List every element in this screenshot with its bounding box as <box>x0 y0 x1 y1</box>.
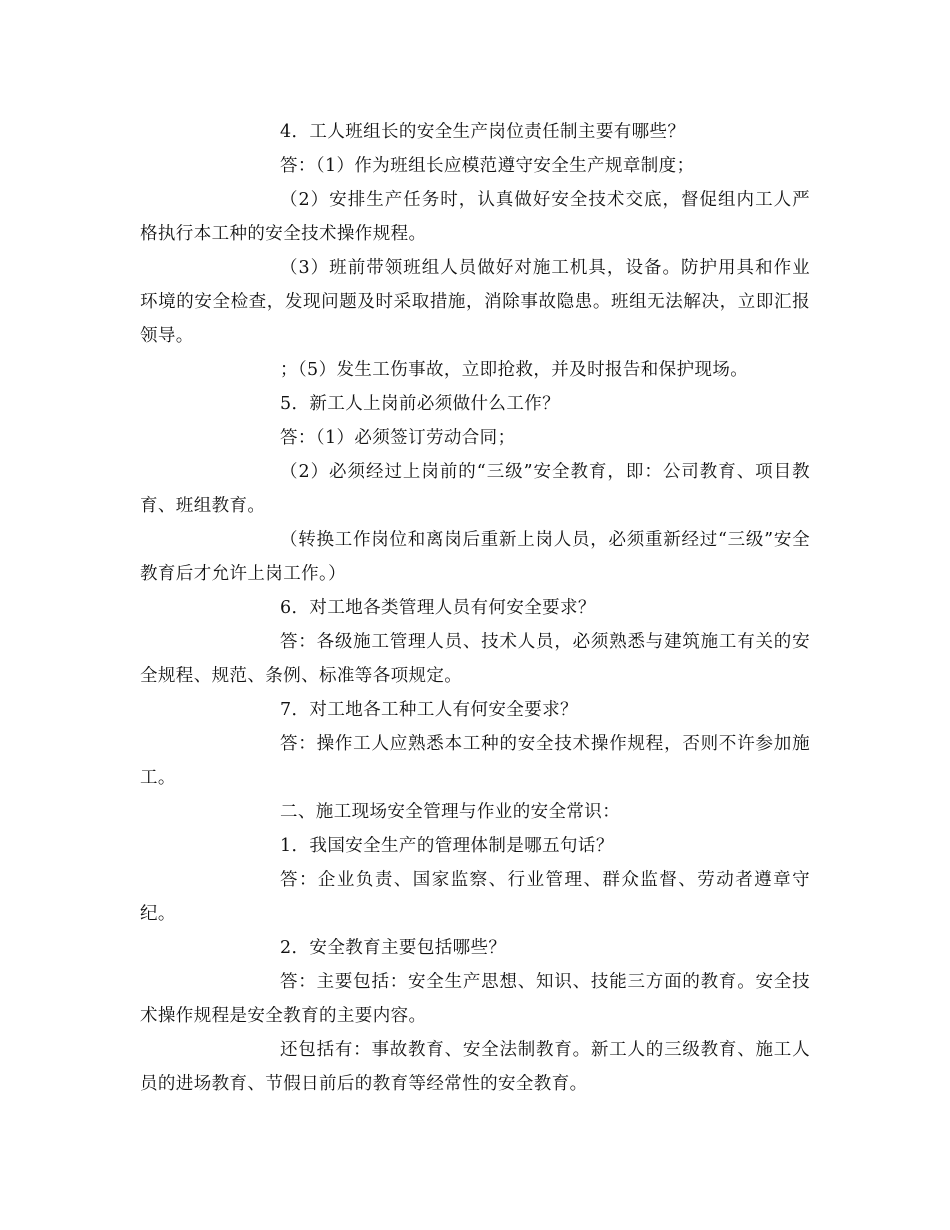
section-2-answer-2-extra: 还包括有：事故教育、安全法制教育。新工人的三级教育、施工人员的进场教育、节假日前后的教育等经常性的安全教育。 <box>140 1040 810 1094</box>
section-2-answer-1: 答：企业负责、国家监察、行业管理、群众监督、劳动者遵章守纪。 <box>140 870 810 924</box>
answer-4-item-2: （2）安排生产任务时，认真做好安全技术交底，督促组内工人严格执行本工种的安全技术操作规程。 <box>140 190 810 244</box>
answer-4-item-5: ；（5）发生工伤事故，立即抢救，并及时报告和保护现场。 <box>280 360 749 380</box>
question-6-heading: 6．对工地各类管理人员有何安全要求？ <box>280 598 596 618</box>
answer-5-item-2: （2）必须经过上岗前的“三级”安全教育，即：公司教育、项目教育、班组教育。 <box>140 462 810 516</box>
answer-7: 答：操作工人应熟悉本工种的安全技术操作规程，否则不许参加施工。 <box>140 734 810 788</box>
section-2-question-2: 2．安全教育主要包括哪些？ <box>280 938 507 958</box>
question-7-heading: 7．对工地各工种工人有何安全要求？ <box>280 700 578 720</box>
document-body <box>140 115 810 1101</box>
section-2-answer-2: 答：主要包括：安全生产思想、知识、技能三方面的教育。安全技术操作规程是安全教育的主要内容。 <box>140 972 810 1026</box>
question-5-heading: 5．新工人上岗前必须做什么工作？ <box>280 394 561 414</box>
answer-4-item-1: 答：（1）作为班组长应模范遵守安全生产规章制度； <box>280 156 695 176</box>
answer-5-note: （转换工作岗位和离岗后重新上岗人员，必须重新经过“三级”安全教育后才允许上岗工作。） <box>140 530 810 584</box>
answer-5-item-1: 答：（1）必须签订劳动合同； <box>280 428 516 448</box>
question-4-heading: 4．工人班组长的安全生产岗位责任制主要有哪些？ <box>280 122 686 142</box>
answer-6: 答：各级施工管理人员、技术人员，必须熟悉与建筑施工有关的安全规程、规范、条例、标准等各项规定。 <box>140 632 810 686</box>
answer-4-item-3: （3）班前带领班组人员做好对施工机具，设备。防护用具和作业环境的安全检查，发现问题及时采取措施，消除事故隐患。班组无法解决，立即汇报领导。 <box>140 258 810 346</box>
section-2-heading: 二、施工现场安全管理与作业的安全常识： <box>280 802 621 822</box>
section-2-question-1: 1．我国安全生产的管理体制是哪五句话？ <box>280 836 614 856</box>
